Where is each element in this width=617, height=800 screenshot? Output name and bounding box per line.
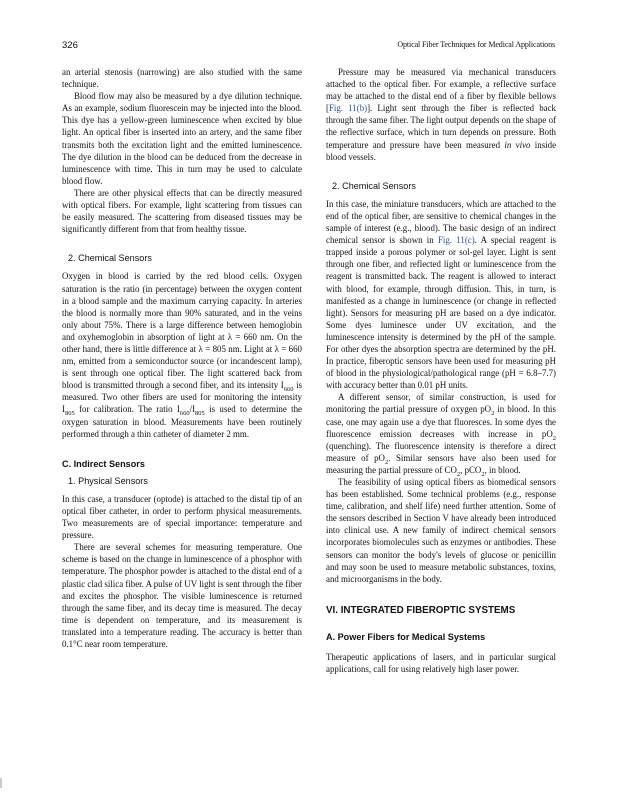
paragraph: In this case, the miniature transducers, which are attached to the end of the optical fiber, are sensitive to chemical changes in the sample of interest (e.g., blood). The basic design of an indirect chemical sensor is shown in Fig. 11(c). A special reagent is trapped inside a porous polymer or sol-gel layer. Light is sent through one fiber, and reflected light or luminescence from the reagent is transmitted back. The reagent is allowed to interact with blood, for example, through diffusion. This, in turn, is manifested as a change in luminescence (or change in reflected light). Sensors for measuring pH are based on a dye indicator. Some dyes luminesce under UV excitation, and the luminescence intensity is determined by the pH of the sample. For other dyes the absorption spectra are determined by the pH. In practice, fiberoptic sensors have been used for measuring pH of blood in the physiological/pathological range (pH = 6.8–7.7) with accuracy better than 0.01 pH units. [326,198,556,391]
page-number: 326 [62,40,78,51]
paragraph: Oxygen in blood is carried by the red blood cells. Oxygen saturation is the ratio (in percentage) between the oxygen content in a blood sample and the maximum carrying capacity. In arteries the blood is normally more than 90% saturated, and in the veins only about 75%. There is a large difference between hemoglobin and oxyhemoglobin in absorption of light at λ = 660 nm. On the other hand, there is little difference at λ = 805 nm. Light at λ = 660 nm, emitted from a semiconductor source (or incandescent lamp), is sent through one optical fiber. The light scattered back from blood is transmitted through a second fiber, and its intensity $I_{660}$ is measured. Two other fibers are used for monitoring the intensity $I_{805}$ for calibration. The ratio $I_{660}/I_{805}$ is used to determine the oxygen saturation in blood. Measurements have been routinely performed through a thin catheter of diameter 2 mm. [62,271,302,439]
running-header [62,40,555,54]
paragraph: There are several schemes for measuring temperature. One scheme is based on the change in luminescence of a phosphor with temperature. The phosphor powder is attached to the distal end of a plastic clad silica fiber. A pulse of UV light is sent through the fiber and excites the phosphor. The visible luminescence is returned through the same fiber, and its decay time is measured. The decay time is dependent on temperature, and its measurement is translated into a temperature reading. The accuracy is better than 0.1°C near room temperature. [62,542,302,650]
paragraph: Blood flow may also be measured by a dye dilution technique. As an example, sodium fluorescein may be injected into the blood. This dye has a yellow-green luminescence when excited by blue light. An optical fiber is inserted into an artery, and the same fiber transmits both the excitation light and the emitted luminescence. The dye dilution in the blood can be deduced from the decrease in luminescence with time. This in turn may be used to calculate blood flow. [62,91,302,186]
subsection-heading: 1. Physical Sensors [68,475,148,486]
paragraph: A different sensor, of similar construction, is used for monitoring the partial pressure of oxygen $pO_2$ in blood. In this case, one may again use a dye that fluoresces. In some dyes the fluorescence emission decreases with increase in $pO_2$ (quenching). The fluorescence intensity is therefore a direct measure of $pO_2$. Similar sensors have also been used for measuring the partial pressure of $CO_2$, pCO$_2$, in blood. [326,392,557,478]
paragraph: In this case, a transducer (optode) is attached to the distal tip of an optical fiber catheter, in order to perform physical measurements. Two measurements are of special importance: temperature and pressure. [62,493,302,541]
section-heading: VI. INTEGRATED FIBEROPTIC SYSTEMS [326,604,516,616]
subsection-heading: 2. Chemical Sensors [332,180,416,191]
right-column [326,66,556,675]
paragraph: an arterial stenosis (narrowing) are also studied with the same technique. [62,67,302,90]
subsection-heading: 2. Chemical Sensors [68,253,152,264]
subsection-heading: A. Power Fibers for Medical Systems [326,631,486,642]
paragraph: Therapeutic applications of lasers, and in particular surgical applications, call for using relatively high laser power. [326,652,556,675]
section-heading: C. Indirect Sensors [62,458,145,469]
figure-link[interactable]: Fig. 11(c) [437,235,475,246]
paragraph: The feasibility of using optical fibers as biomedical sensors has been established. Some technical problems (e.g., response time, calibration, and shelf life) need further attention. Some of the sensors described in Section V have already been introduced into clinical use. A new family of indirect chemical sensors incorporates biomolecules such as enzymes or antibodies. These sensors can monitor the body's levels of glucose or penicillin and may soon be used to measure metabolic substances, toxins, and microorganisms in the body. [326,477,556,584]
left-column [62,66,302,650]
paragraph: There are other physical effects that can be directly measured with optical fibers. For example, light scattering from tissues can be easily measured. The scattering from diseased tissues may be significantly different from that from healthy tissue. [62,187,302,235]
running-title: Optical Fiber Techniques for Medical Applications [397,40,555,49]
figure-link[interactable]: Fig. 11(b) [328,103,368,114]
paragraph: Pressure may be measured via mechanical transducers attached to the optical fiber. For example, a reflective surface may be attached to the distal end of a fiber by flexible bellows [Fig. 11(b)]. Light sent through the fiber is reflected back through the same fiber. The light output depends on the shape of the reflective surface, which in turn depends on pressure. Both temperature and pressure have been measured in vivo inside blood vessels. [326,67,557,162]
scan-edge-mark [0,778,2,788]
